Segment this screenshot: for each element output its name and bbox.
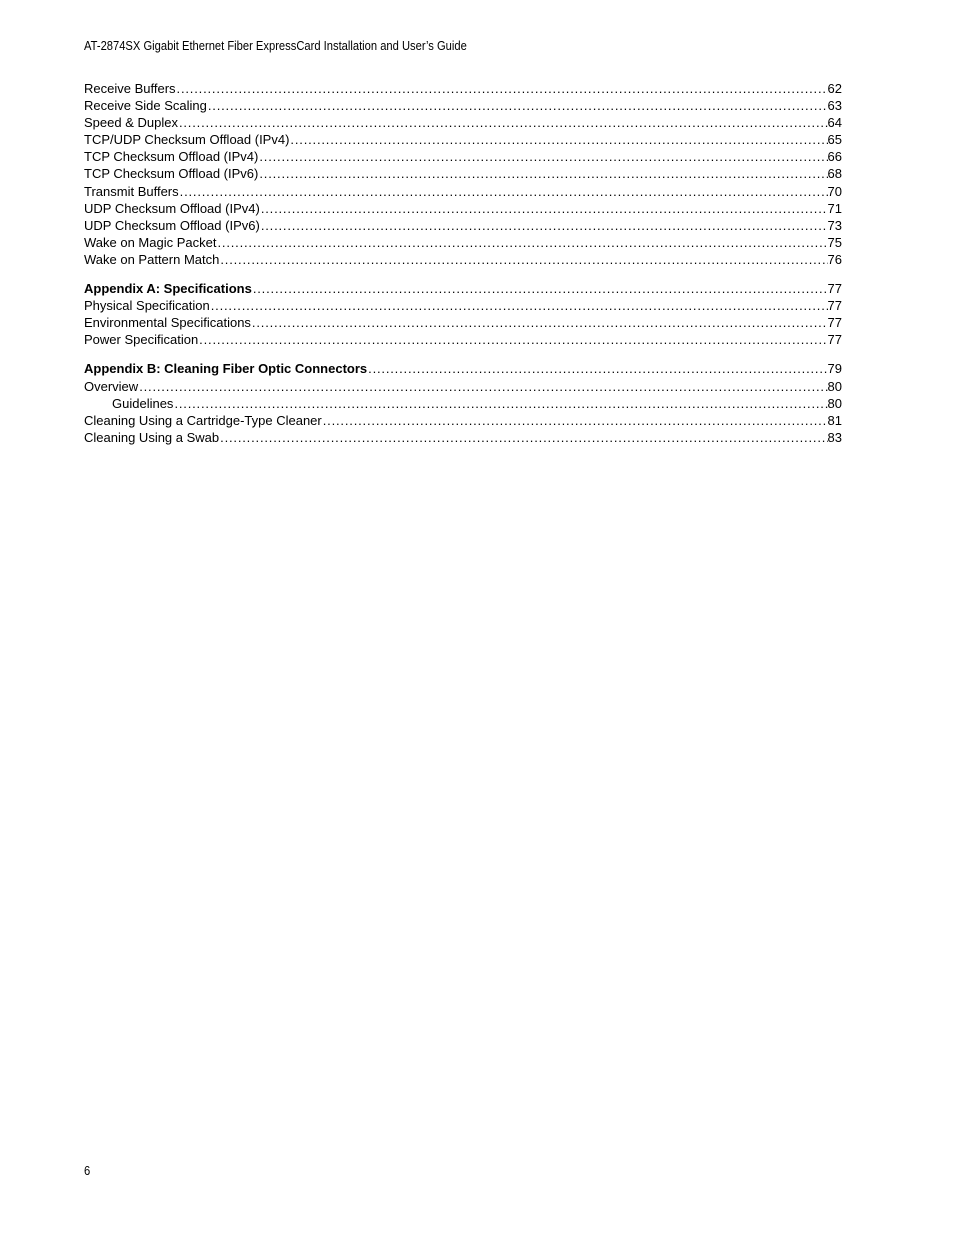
toc-entry-title: Guidelines	[112, 395, 174, 411]
dot-leader	[258, 148, 827, 165]
toc-entry-tcp-udp-checksum-offload-ipv4[interactable]	[84, 131, 842, 148]
toc-entry-page: 83	[827, 429, 842, 445]
toc-entry-wake-on-magic-packet[interactable]	[84, 234, 842, 251]
toc-entry-page: 65	[827, 132, 842, 148]
section-gap	[84, 268, 842, 280]
dot-leader	[251, 314, 828, 331]
dot-leader	[258, 165, 827, 182]
dot-leader	[216, 234, 827, 251]
dot-leader	[210, 297, 828, 314]
toc-entry-environmental-specifications[interactable]	[84, 314, 842, 331]
dot-leader	[138, 378, 827, 395]
dot-leader	[219, 429, 827, 446]
toc-entry-power-specification[interactable]	[84, 331, 842, 348]
toc-entry-page: 77	[827, 298, 842, 314]
toc-entry-title: Environmental Specifications	[84, 315, 251, 331]
toc-entry-title: TCP/UDP Checksum Offload (IPv4)	[84, 132, 290, 148]
toc-entry-page: 75	[827, 234, 842, 250]
toc-heading-page: 77	[827, 281, 842, 297]
dot-leader	[260, 200, 828, 217]
toc-entry-receive-side-scaling[interactable]	[84, 97, 842, 114]
toc-entry-page: 63	[827, 98, 842, 114]
toc-entry-wake-on-pattern-match[interactable]	[84, 251, 842, 268]
dot-leader	[367, 360, 827, 377]
toc-entry-tcp-checksum-offload-ipv4[interactable]	[84, 148, 842, 165]
dot-leader	[252, 280, 828, 297]
toc-entry-cleaning-using-swab[interactable]	[84, 429, 842, 446]
toc-entry-udp-checksum-offload-ipv4[interactable]	[84, 200, 842, 217]
page-number: 6	[84, 1163, 91, 1178]
dot-leader	[260, 217, 828, 234]
running-header: AT-2874SX Gigabit Ethernet Fiber ExpressCard Installation and User’s Guide	[84, 38, 467, 53]
toc-entry-page: 71	[827, 200, 842, 216]
toc-group-appendix-a	[84, 280, 842, 348]
toc-entry-title: Wake on Magic Packet	[84, 234, 217, 250]
toc-entry-guidelines[interactable]	[84, 395, 842, 412]
toc-entry-overview[interactable]	[84, 378, 842, 395]
dot-leader	[322, 412, 828, 429]
toc-entry-title: TCP Checksum Offload (IPv4)	[84, 149, 259, 165]
toc-entry-title: Power Specification	[84, 332, 199, 348]
dot-leader	[207, 97, 828, 114]
toc-entry-title: UDP Checksum Offload (IPv6)	[84, 217, 260, 233]
dot-leader	[198, 331, 827, 348]
toc-heading-appendix-b[interactable]	[84, 360, 842, 377]
toc-entry-page: 68	[827, 166, 842, 182]
toc-entry-page: 73	[827, 217, 842, 233]
toc-entry-physical-specification[interactable]	[84, 297, 842, 314]
toc-entry-page: 70	[827, 183, 842, 199]
toc-entry-title: Cleaning Using a Cartridge-Type Cleaner	[84, 412, 322, 428]
toc-entry-transmit-buffers[interactable]	[84, 183, 842, 200]
toc-entry-page: 77	[827, 315, 842, 331]
toc-entry-page: 80	[827, 395, 842, 411]
toc-entry-receive-buffers[interactable]	[84, 80, 842, 97]
toc-entry-page: 77	[827, 332, 842, 348]
toc-heading-title: Appendix B: Cleaning Fiber Optic Connectors	[84, 361, 368, 377]
toc-entry-title: TCP Checksum Offload (IPv6)	[84, 166, 259, 182]
dot-leader	[289, 131, 827, 148]
toc-entry-page: 80	[827, 378, 842, 394]
dot-leader	[179, 183, 828, 200]
toc-heading-title: Appendix A: Specifications	[84, 281, 252, 297]
toc-entry-page: 81	[827, 412, 842, 428]
toc-entry-tcp-checksum-offload-ipv6[interactable]	[84, 165, 842, 182]
toc-group-appendix-b	[84, 360, 842, 445]
toc-entry-title: Cleaning Using a Swab	[84, 429, 220, 445]
toc-entry-title: Overview	[84, 378, 139, 394]
toc-heading-page: 79	[827, 361, 842, 377]
toc-entry-udp-checksum-offload-ipv6[interactable]	[84, 217, 842, 234]
toc-heading-appendix-a[interactable]	[84, 280, 842, 297]
section-gap	[84, 348, 842, 360]
toc-entry-page: 66	[827, 149, 842, 165]
toc-entry-title: Speed & Duplex	[84, 115, 178, 131]
toc-entry-page: 76	[827, 251, 842, 267]
toc-entry-speed-duplex[interactable]	[84, 114, 842, 131]
dot-leader	[176, 80, 828, 97]
toc-entry-title: Wake on Pattern Match	[84, 251, 220, 267]
toc-entry-title: Transmit Buffers	[84, 183, 179, 199]
toc-entry-page: 64	[827, 115, 842, 131]
toc-entry-title: Physical Specification	[84, 298, 210, 314]
toc-entry-cleaning-cartridge-type-cleaner[interactable]	[84, 412, 842, 429]
toc-entry-title: Receive Buffers	[84, 81, 176, 96]
dot-leader	[178, 114, 828, 131]
dot-leader	[173, 395, 827, 412]
toc-entry-title: Receive Side Scaling	[84, 98, 207, 114]
table-of-contents	[84, 80, 842, 446]
dot-leader	[219, 251, 827, 268]
toc-group-settings	[84, 80, 842, 268]
toc-entry-page: 62	[827, 81, 842, 96]
toc-entry-title: UDP Checksum Offload (IPv4)	[84, 200, 260, 216]
